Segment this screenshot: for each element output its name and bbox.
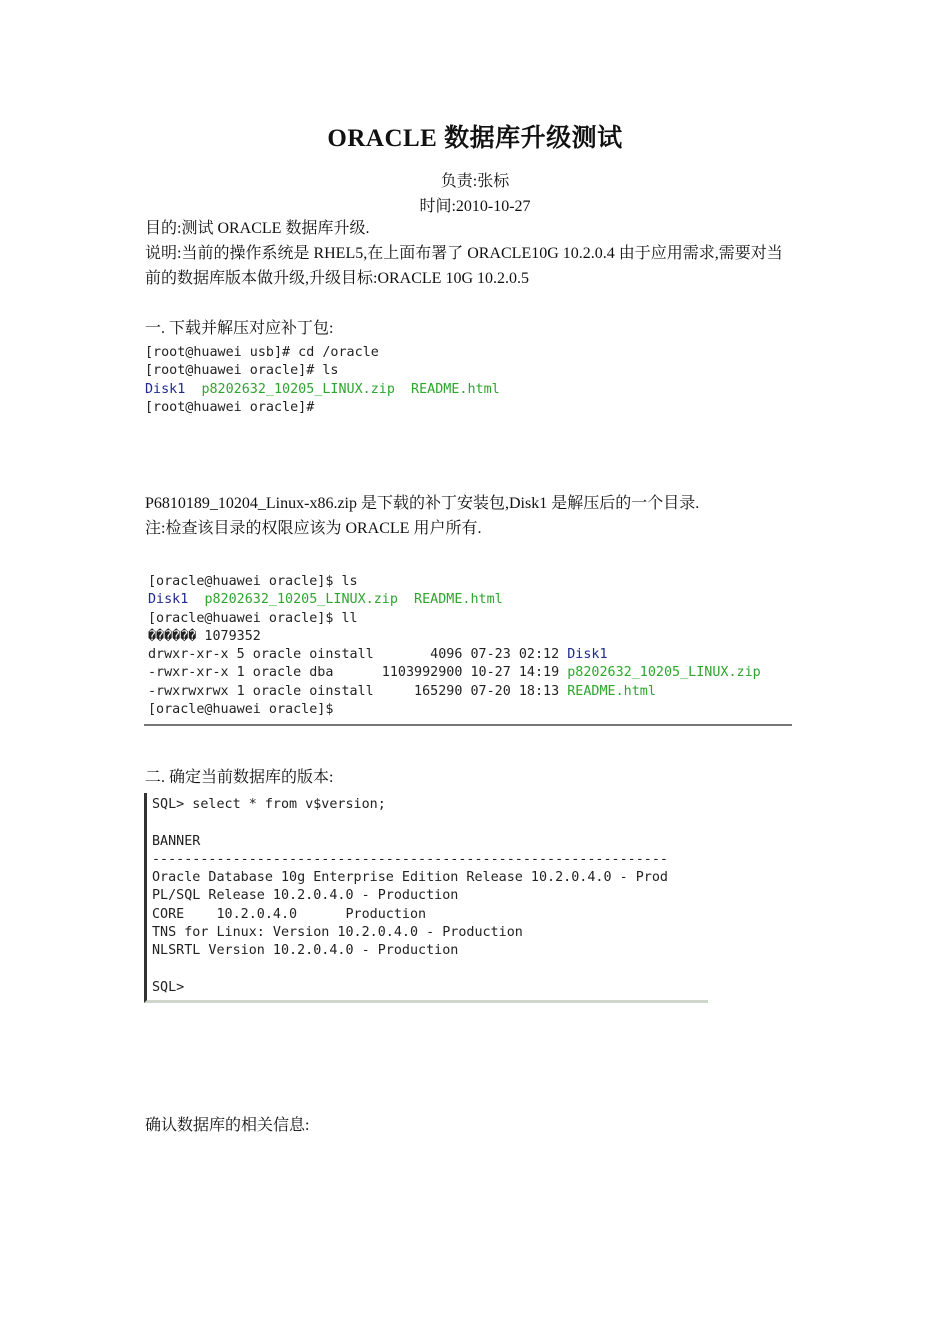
zip-entry: p8202632_10205_LINUX.zip [567,665,761,681]
description-line-2: 前的数据库版本做升级,升级目标:ORACLE 10G 10.2.0.5 [145,270,530,287]
section-1-heading: 一. 下载并解压对应补丁包: [145,320,334,337]
terminal-line: ������ 1079352 [148,628,261,644]
terminal-line: SQL> select * from v$version; [152,797,386,812]
terminal-line: SQL> [152,979,185,995]
terminal-ls-oracle [148,573,761,719]
description-line-1: 说明:当前的操作系统是 RHEL5,在上面布署了 ORACLE10G 10.2.0.4 由于应用需求,需要对当 [145,245,783,262]
terminal-line: [root@huawei usb]# cd /oracle [145,345,379,360]
terminal-line [148,646,761,664]
html-entry: README.html [411,381,500,397]
terminal-line: NLSRTL Version 10.2.0.4.0 - Production [152,943,459,959]
terminal-line [148,664,761,682]
terminal-line: CORE 10.2.0.4.0 Production [152,906,427,922]
doc-title: ORACLE 数据库升级测试 [327,125,623,152]
zip-entry: p8202632_10205_LINUX.zip [201,381,395,397]
terminal-line: [root@huawei oracle]# [145,399,315,415]
permission-note: 注:检查该目录的权限应该为 ORACLE 用户所有. [145,520,482,537]
terminal-screenshot-oracle-ls [144,572,792,726]
purpose-text: 目的:测试 ORACLE 数据库升级. [145,220,370,237]
terminal-line: TNS for Linux: Version 10.2.0.4.0 - Production [152,925,523,941]
zip-entry: p8202632_10205_LINUX.zip [204,592,398,608]
dir-entry: Disk1 [145,381,186,397]
terminal-screenshot-sql [144,793,708,1003]
terminal-line: [oracle@huawei oracle]$ ll [148,610,358,626]
doc-date: 时间:2010-10-27 [419,198,531,215]
terminal-line: [oracle@huawei oracle]$ ls [148,574,358,589]
section-2-heading: 二. 确定当前数据库的版本: [145,769,334,786]
html-entry: README.html [567,683,656,699]
terminal-line [145,381,500,399]
section-3-heading: 确认数据库的相关信息: [145,1117,310,1134]
terminal-line [152,961,668,979]
terminal-line: PL/SQL Release 10.2.0.4.0 - Production [152,888,459,904]
terminal-line [152,814,668,832]
doc-owner: 负责:张标 [440,173,510,190]
terminal-line: [oracle@huawei oracle]$ [148,702,334,718]
file-row-prefix: -rwxrwxrwx 1 oracle oinstall 165290 07-20 18:13 [148,683,568,699]
terminal-line: Oracle Database 10g Enterprise Edition Release 10.2.0.4.0 - Prod [152,870,668,886]
terminal-line: ---------------------------------------------------------------- [152,851,668,867]
file-row-prefix: drwxr-xr-x 5 oracle oinstall 4096 07-23 02:12 [148,647,568,663]
html-entry: README.html [414,592,503,608]
dir-entry: Disk1 [148,592,189,608]
terminal-ls-root [145,344,500,417]
terminal-line [148,683,761,701]
terminal-line: BANNER [152,833,201,849]
file-row-prefix: -rwxr-xr-x 1 oracle dba 1103992900 10-27 14:19 [148,665,568,681]
patch-note: P6810189_10204_Linux-x86.zip 是下载的补丁安装包,Disk1 是解压后的一个目录. [145,495,700,512]
terminal-line: [root@huawei oracle]# ls [145,363,339,379]
terminal-line [148,591,761,609]
dir-entry: Disk1 [567,647,608,663]
sql-output [152,796,668,997]
